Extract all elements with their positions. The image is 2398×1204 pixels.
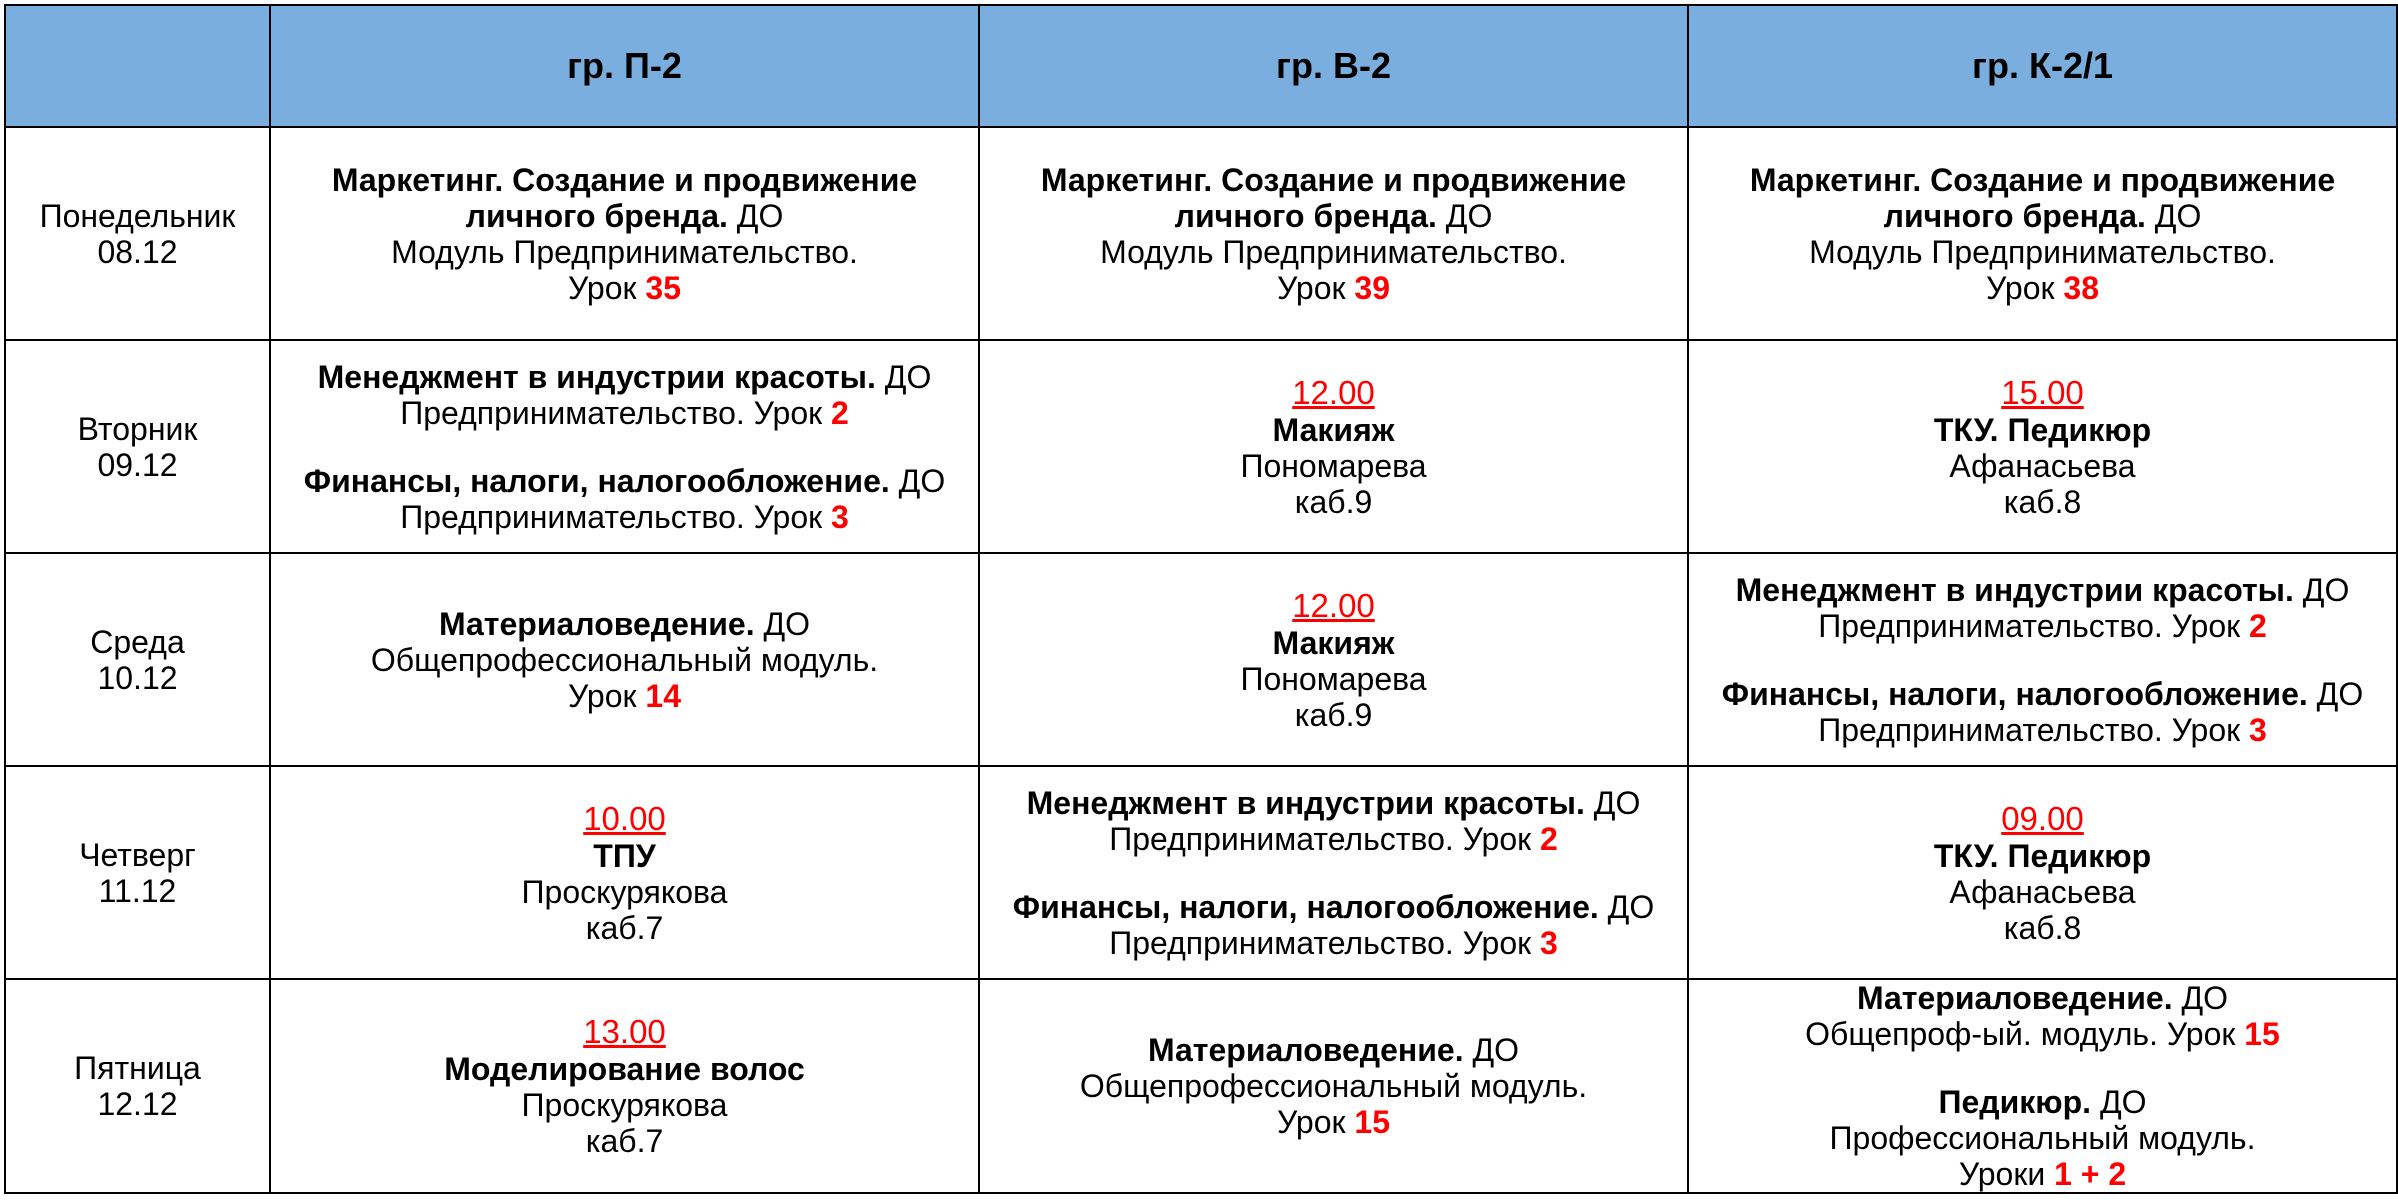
- lesson-time: 13.00: [583, 1013, 666, 1050]
- schedule-cell: [1688, 766, 2397, 979]
- lesson-teacher: Пономарева: [1240, 447, 1427, 484]
- day-date: 12.12: [97, 1086, 178, 1122]
- schedule-cell: [270, 979, 979, 1193]
- day-name: Четверг: [79, 836, 196, 873]
- day-row: [5, 979, 2397, 1193]
- lesson-module: Модуль Предпринимательство.: [1100, 233, 1567, 270]
- lesson-module: Предпринимательство.: [1109, 820, 1463, 857]
- lesson-number: 35: [645, 269, 681, 306]
- lesson-format: ДО: [727, 197, 784, 234]
- lesson-number: 2: [1540, 820, 1558, 857]
- day-cell: [5, 766, 270, 979]
- lesson-module: Модуль Предпринимательство.: [1809, 233, 2276, 270]
- lesson-module: Общепроф-ый. модуль.: [1805, 1016, 2167, 1052]
- lesson-entry: [980, 374, 1687, 520]
- lesson-label: Урок: [1277, 1104, 1355, 1140]
- day-row: [5, 553, 2397, 766]
- lesson-number: 2: [831, 394, 849, 431]
- lesson-label: Урок: [2171, 711, 2250, 748]
- lesson-subject: Менеджмент в индустрии красоты.: [317, 358, 876, 395]
- schedule-cell: [979, 127, 1688, 340]
- lesson-subject: Маркетинг. Создание и продвижение: [1040, 161, 1627, 198]
- lesson-number: 15: [1354, 1104, 1390, 1140]
- lesson-format: ДО: [889, 462, 946, 499]
- schedule-cell: [979, 979, 1688, 1193]
- day-date: 08.12: [97, 233, 178, 270]
- lesson-teacher: Пономарева: [1240, 660, 1427, 697]
- lesson-number: 3: [2249, 711, 2267, 748]
- lesson-subject: Материаловедение.: [1856, 980, 2173, 1016]
- lesson-time: 12.00: [1292, 586, 1375, 624]
- day-cell: [5, 340, 270, 553]
- header-row: [5, 5, 2397, 127]
- lesson-entry: [980, 889, 1687, 961]
- schedule-cell: [1688, 979, 2397, 1193]
- lesson-number: 14: [645, 677, 681, 714]
- lesson-number: 3: [1540, 924, 1558, 961]
- schedule-cell: [1688, 127, 2397, 340]
- lesson-label: Урок: [2166, 1016, 2245, 1052]
- lesson-entry: [1689, 572, 2396, 644]
- group-header: гр. К-2/1: [1688, 5, 2397, 127]
- lesson-entry: [271, 606, 978, 714]
- lesson-format: ДО: [875, 358, 932, 395]
- lesson-module: Предпринимательство.: [400, 498, 754, 535]
- lesson-module: Профессиональный модуль.: [1829, 1120, 2256, 1156]
- lesson-format: ДО: [1463, 1032, 1520, 1068]
- day-cell: [5, 979, 270, 1193]
- lesson-time: 09.00: [2001, 799, 2084, 837]
- day-row: [5, 766, 2397, 979]
- lesson-room: каб.7: [585, 909, 664, 946]
- lesson-teacher: Афанасьева: [1949, 447, 2136, 484]
- lesson-number: 1 + 2: [2054, 1156, 2127, 1192]
- lesson-number: 15: [2244, 1016, 2280, 1052]
- schedule-cell: [270, 766, 979, 979]
- lesson-teacher: Афанасьева: [1949, 873, 2136, 910]
- lesson-entry: [1689, 980, 2396, 1052]
- lesson-format: ДО: [1598, 888, 1655, 925]
- lesson-teacher: Проскурякова: [521, 873, 728, 910]
- day-cell: [5, 553, 270, 766]
- lesson-entry: [271, 463, 978, 535]
- schedule-cell: [270, 127, 979, 340]
- lesson-number: 3: [831, 498, 849, 535]
- lesson-module: Предпринимательство.: [1818, 607, 2172, 644]
- lesson-time: 12.00: [1292, 373, 1375, 411]
- schedule-cell: [270, 340, 979, 553]
- lesson-subject: Менеджмент в индустрии красоты.: [1026, 784, 1585, 821]
- lesson-format: ДО: [2145, 197, 2202, 234]
- lesson-number: 2: [2249, 607, 2267, 644]
- lesson-entry: [1689, 162, 2396, 306]
- day-date: 09.12: [97, 446, 178, 483]
- schedule-cell: [979, 766, 1688, 979]
- lesson-subject: Финансы, налоги, налогообложение.: [1012, 888, 1599, 925]
- lesson-label: Урок: [568, 677, 646, 714]
- lesson-subject: Моделирование волос: [444, 1051, 805, 1087]
- lesson-subject-cont: личного бренда.: [1174, 197, 1437, 234]
- lesson-label: Урок: [753, 394, 832, 431]
- lesson-entry: [980, 162, 1687, 306]
- lesson-subject: Макияж: [1272, 624, 1395, 661]
- lesson-entry: [1689, 800, 2396, 946]
- lesson-subject: ТКУ. Педикюр: [1933, 411, 2152, 448]
- lesson-entry: [271, 162, 978, 306]
- lesson-room: каб.7: [585, 1123, 664, 1159]
- lesson-entry: [271, 1013, 978, 1159]
- lesson-number: 39: [1354, 269, 1390, 306]
- lesson-subject: Маркетинг. Создание и продвижение: [1749, 161, 2336, 198]
- lesson-subject: Материаловедение.: [1147, 1032, 1464, 1068]
- lesson-format: ДО: [2293, 571, 2350, 608]
- lesson-entry: [271, 359, 978, 431]
- lesson-module: Модуль Предпринимательство.: [391, 233, 858, 270]
- lesson-label: Урок: [1986, 269, 2064, 306]
- lesson-entry: [980, 785, 1687, 857]
- day-date: 11.12: [98, 872, 177, 909]
- header-corner-cell: [5, 5, 270, 127]
- lesson-label: Урок: [568, 269, 646, 306]
- lesson-subject: Финансы, налоги, налогообложение.: [303, 462, 890, 499]
- lesson-format: ДО: [2091, 1084, 2147, 1120]
- lesson-subject: ТКУ. Педикюр: [1933, 837, 2152, 874]
- schedule-cell: [979, 553, 1688, 766]
- lesson-module: Предпринимательство.: [400, 394, 754, 431]
- group-header: гр. В-2: [979, 5, 1688, 127]
- lesson-label: Урок: [1277, 269, 1355, 306]
- lesson-subject-cont: личного бренда.: [1883, 197, 2146, 234]
- lesson-label: Уроки: [1958, 1156, 2055, 1192]
- lesson-room: каб.9: [1294, 696, 1373, 733]
- schedule-cell: [979, 340, 1688, 553]
- lesson-room: каб.9: [1294, 483, 1373, 520]
- lesson-subject: Педикюр.: [1938, 1084, 2092, 1120]
- lesson-subject: Макияж: [1272, 411, 1395, 448]
- schedule-table: [4, 4, 2398, 1194]
- lesson-subject: ТПУ: [593, 837, 656, 874]
- lesson-module: Предпринимательство.: [1109, 924, 1463, 961]
- day-cell: [5, 127, 270, 340]
- lesson-module: Общепрофессиональный модуль.: [370, 641, 879, 678]
- day-row: [5, 127, 2397, 340]
- lesson-subject: Материаловедение.: [438, 605, 755, 642]
- lesson-room: каб.8: [2003, 483, 2082, 520]
- lesson-entry: [1689, 1084, 2396, 1192]
- lesson-teacher: Проскурякова: [521, 1087, 728, 1123]
- lesson-subject-cont: личного бренда.: [465, 197, 728, 234]
- lesson-room: каб.8: [2003, 909, 2082, 946]
- day-row: [5, 340, 2397, 553]
- lesson-module: Общепрофессиональный модуль.: [1079, 1068, 1588, 1104]
- lesson-format: ДО: [2307, 675, 2364, 712]
- lesson-format: ДО: [2172, 980, 2229, 1016]
- schedule-cell: [270, 553, 979, 766]
- day-date: 10.12: [97, 659, 178, 696]
- day-name: Понедельник: [39, 197, 236, 234]
- lesson-entry: [271, 800, 978, 946]
- schedule-cell: [1688, 553, 2397, 766]
- schedule-cell: [1688, 340, 2397, 553]
- group-header: гр. П-2: [270, 5, 979, 127]
- lesson-number: 38: [2063, 269, 2099, 306]
- lesson-entry: [1689, 374, 2396, 520]
- lesson-label: Урок: [753, 498, 832, 535]
- lesson-entry: [1689, 676, 2396, 748]
- day-name: Среда: [90, 623, 185, 660]
- lesson-module: Предпринимательство.: [1818, 711, 2172, 748]
- lesson-format: ДО: [1584, 784, 1641, 821]
- lesson-subject: Маркетинг. Создание и продвижение: [331, 161, 918, 198]
- lesson-entry: [980, 1032, 1687, 1140]
- lesson-subject: Менеджмент в индустрии красоты.: [1735, 571, 2294, 608]
- lesson-entry: [980, 587, 1687, 733]
- lesson-label: Урок: [2171, 607, 2250, 644]
- day-name: Пятница: [74, 1050, 201, 1086]
- lesson-format: ДО: [1436, 197, 1493, 234]
- lesson-format: ДО: [754, 605, 811, 642]
- lesson-time: 10.00: [583, 799, 666, 837]
- lesson-label: Урок: [1462, 820, 1541, 857]
- lesson-label: Урок: [1462, 924, 1541, 961]
- lesson-subject: Финансы, налоги, налогообложение.: [1721, 675, 2308, 712]
- day-name: Вторник: [77, 410, 198, 447]
- lesson-time: 15.00: [2001, 373, 2084, 411]
